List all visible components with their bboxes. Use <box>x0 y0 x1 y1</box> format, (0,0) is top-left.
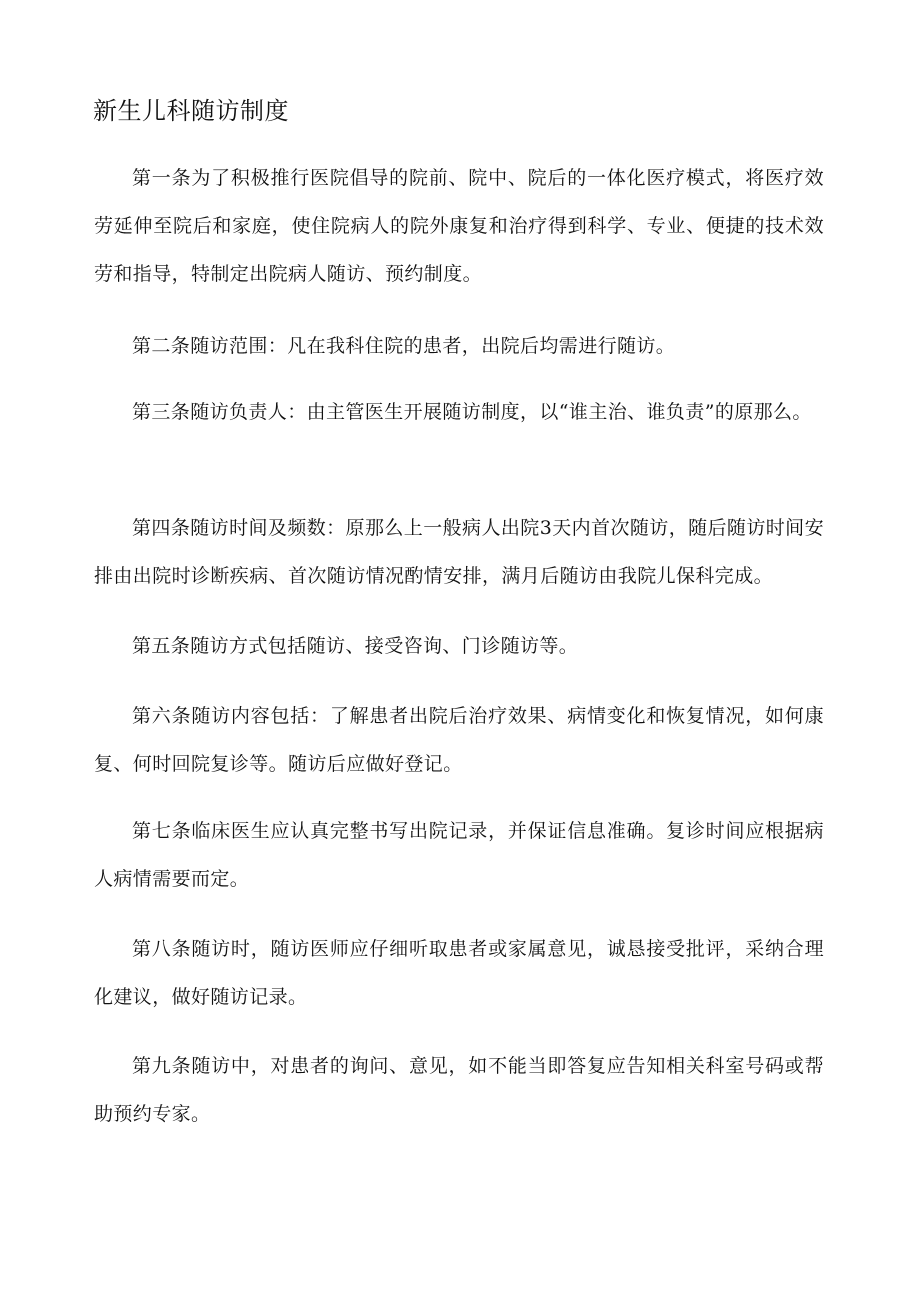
article-9-paragraph: 第九条随访中，对患者的询问、意见，如不能当即答复应告知相关科室号码或帮助预约专家。 <box>94 1055 824 1125</box>
article-3-paragraph: 第三条随访负责人：由主管医生开展随访制度，以“谁主治、谁负责”的原那么。 <box>132 401 812 423</box>
article-5-paragraph: 第五条随访方式包括随访、接受咨询、门诊随访等。 <box>132 635 579 657</box>
article-8-paragraph: 第八条随访时，随访医师应仔细听取患者或家属意见，诚恳接受批评，采纳合理化建议，做好随访记录。 <box>94 938 824 1008</box>
article-7-paragraph: 第七条临床医生应认真完整书写出院记录，并保证信息准确。复诊时间应根据病人病情需要而定。 <box>94 820 824 890</box>
article-4-paragraph: 第四条随访时间及频数：原那么上一般病人出院3天内首次随访，随后随访时间安排由出院时诊断疾病、首次随访情况酌情安排，满月后随访由我院儿保科完成。 <box>94 517 824 587</box>
article-1-paragraph: 第一条为了积极推行医院倡导的院前、院中、院后的一体化医疗模式，将医疗效劳延伸至院后和家庭，使住院病人的院外康复和治疗得到科学、专业、便捷的技术效劳和指导，特制定出院病人随访、预约制度。 <box>94 167 824 285</box>
article-6-paragraph: 第六条随访内容包括：了解患者出院后治疗效果、病情变化和恢复情况，如何康复、何时回院复诊等。随访后应做好登记。 <box>94 705 824 775</box>
article-2-paragraph: 第二条随访范围：凡在我科住院的患者，出院后均需进行随访。 <box>132 335 676 357</box>
document-title: 新生儿科随访制度 <box>93 97 289 125</box>
